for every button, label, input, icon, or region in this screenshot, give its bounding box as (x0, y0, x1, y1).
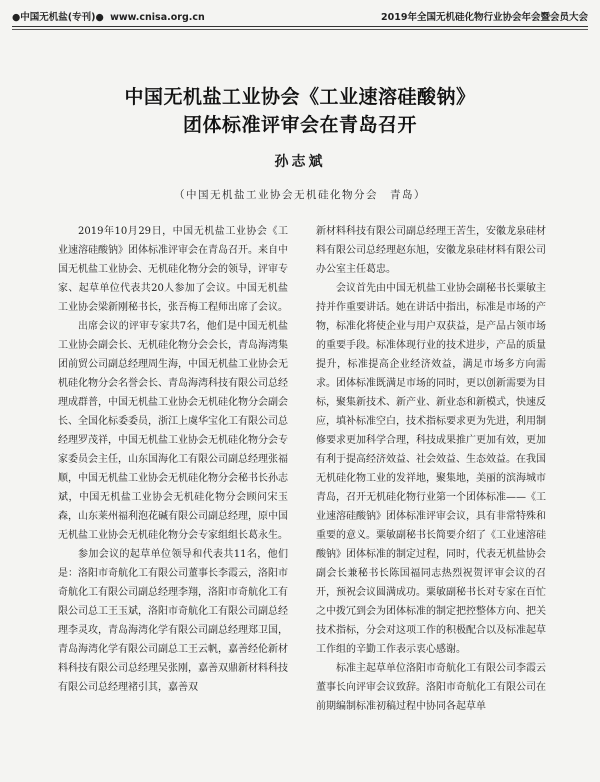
header-rule-thin (12, 29, 588, 30)
paragraph: 会议首先由中国无机盐工业协会副秘书长粟敏主持并作重要讲话。她在讲话中指出，标准是市场的产物，标准化将使企业与用户双获益，是产品占领市场的重要手段。标准体现行业的技术进步，产品的质量提升，标准提高企业经济效益，满足市场多方向需求。团体标准既满足市场的同时，更以创新需要为目标，聚集新技术、新产业、新业态和新模式，快速反应，填补标准空白，技术指标要求更为先进，利用制修要求更加科学合理，科技成果推广更加有效，更加有利于提高经济效益、社会效益、生态效益。在我国无机硅化物工业的发祥地，聚集地，美丽的滨海城市青岛，召开无机硅化物行业第一个团体标准——《工业速溶硅酸钠》团体标准评审会议，具有非常特殊和重要的意义。粟敏副秘书长简要介绍了《工业速溶硅酸钠》团体标准的制定过程，同时，代表无机盐协会副会长兼秘书长陈国福同志热烈祝贺评审会议的召开，预祝会议圆满成功。粟敏副秘书长对专家在百忙之中拨冗到会为团体标准的制定把控整体方向、把关技术指标，分会对这项工作的积极配合以及标准起草工作组的辛勤工作表示衷心感谢。 (316, 283, 546, 655)
journal-name: ●中国无机盐(专刊)● (12, 12, 104, 23)
paragraph: 参加会议的起草单位领导和代表共11名，他们是：洛阳市奇航化工有限公司董事长李霞云，洛阳市奇航化工有限公司副总经理李翔，洛阳市奇航化工有限公司总工王玉斌，洛阳市奇航化工有限公司副总经理李灵攻，青岛海湾化学有限公司副总经理郑卫国，青岛海湾化学有限公司副总工王云帆，嘉善经伦新材料科技有限公司总经理吴张刚，嘉善双鼎新材料科技有限公司总经理褚引其，嘉善双 (58, 549, 288, 693)
paragraph: 标准主起草单位洛阳市奇航化工有限公司李霞云董事长向评审会议致辞。洛阳市奇航化工有限公司在前期编制标准初稿过程中协同各起草单 (316, 663, 546, 712)
article-title-line-1: 中国无机盐工业协会《工业速溶硅酸钠》 (124, 86, 476, 108)
author-name: 孙志斌 (274, 154, 326, 170)
conference-name: 2019年全国无机硅化物行业协会年会暨会员大会 (381, 12, 588, 23)
article-title-line-2: 团体标准评审会在青岛召开 (182, 114, 417, 136)
left-column (58, 222, 288, 775)
header-left (12, 9, 208, 23)
header-rule (12, 26, 588, 27)
right-column (316, 222, 546, 775)
paragraph: 新材料科技有限公司副总经理王苦生，安徽龙泉硅材料有限公司总经理赵东旭，安徽龙泉硅材料有限公司办公室主任葛忠。 (316, 226, 546, 275)
running-header (12, 8, 588, 24)
author-affiliation: （中国无机盐工业协会无机硅化物分会 青岛） (174, 189, 426, 201)
paragraph: 2019年10月29日，中国无机盐工业协会《工业速溶硅酸钠》团体标准评审会在青岛召开。来自中国无机盐工业协会、无机硅化物分会的领导，评审专家、起草单位代表共20人参加了会议。中国无机盐工业协会梁新刚秘书长，张吾梅工程师出席了会议。 (58, 226, 288, 313)
journal-url[interactable]: www.cnisa.org.cn (110, 12, 205, 23)
paragraph: 出席会议的评审专家共7名，他们是中国无机盐工业协会副会长、无机硅化物分会会长，青岛海湾集团前贸公司副总经理周生海，中国无机盐工业协会无机硅化物分会名誉会长、青岛海湾科技有限公司总经理成群普，中国无机盐工业协会无机硅化物分会副会长、全国化标委委员，浙江上虞华宝化工有限公司总经理罗茂祥，中国无机盐工业协会无机硅化物分会专家委员会主任，山东国海化工有限公司副总经理张福顺，中国无机盐工业协会无机硅化物分会秘书长孙志斌，中国无机盐工业协会无机硅化物分会顾问宋玉森，山东莱州福利泡花碱有限公司副总经理，原中国无机盐工业协会无机硅化物分会专家组组长葛永生。 (58, 321, 288, 541)
